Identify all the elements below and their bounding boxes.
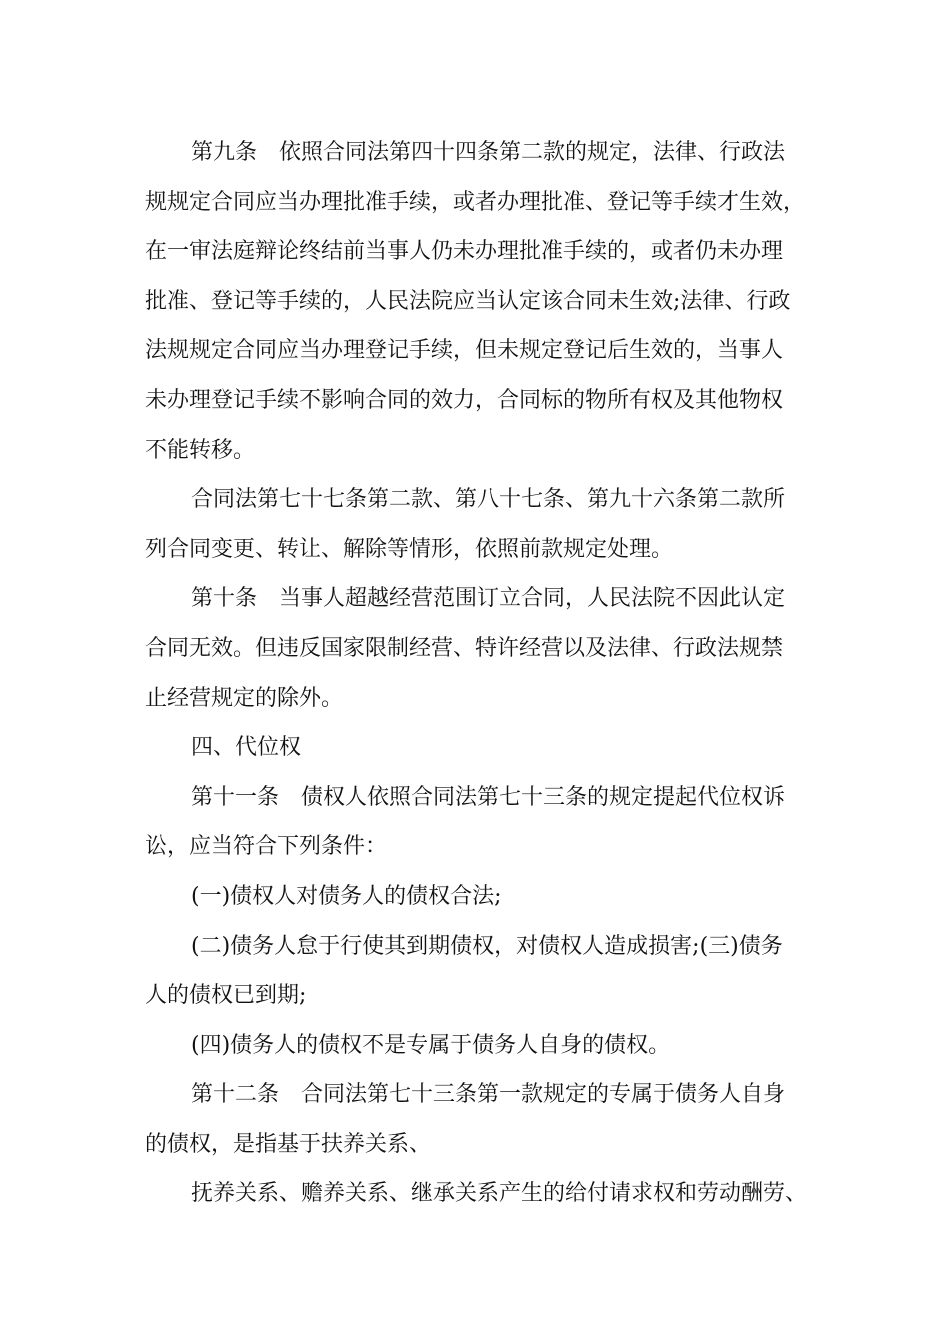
article-9-line-4: 批准、登记等手续的，人民法院应当认定该合同未生效;法律、行政 bbox=[145, 288, 791, 314]
condition-2-line-2: 人的债权已到期; bbox=[145, 983, 307, 1009]
article-9-line-3: 在一审法庭辩论终结前当事人仍未办理批准手续的，或者仍未办理 bbox=[145, 239, 784, 265]
body-text bbox=[145, 128, 825, 1219]
article-9-line-2: 规规定合同应当办理批准手续，或者办理批准、登记等手续才生效， bbox=[145, 189, 806, 215]
condition-4: (四)债务人的债权不是专属于债务人自身的债权。 bbox=[191, 1032, 671, 1058]
article-9-line-1: 第九条 依照合同法第四十四条第二款的规定，法律、行政法 bbox=[191, 140, 786, 165]
condition-2-line-1: (二)债务人怠于行使其到期债权，对债权人造成损害;(三)债务 bbox=[191, 933, 783, 959]
article-12-line-2: 的债权，是指基于扶养关系、 bbox=[145, 1131, 432, 1157]
article-10-line-3: 止经营规定的除外。 bbox=[145, 685, 344, 711]
article-12-line-3: 抚养关系、赡养关系、继承关系产生的给付请求权和劳动酬劳、 bbox=[191, 1181, 808, 1207]
article-10-line-1: 第十条 当事人超越经营范围订立合同，人民法院不因此认定 bbox=[191, 586, 786, 612]
article-9-line-6: 未办理登记手续不影响合同的效力，合同标的物所有权及其他物权 bbox=[145, 387, 784, 413]
article-11-line-2: 讼，应当符合下列条件： bbox=[145, 834, 388, 860]
article-9-line-5: 法规规定合同应当办理登记手续，但未规定登记后生效的，当事人 bbox=[145, 338, 784, 364]
article-11-line-1: 第十一条 债权人依照合同法第七十三条的规定提起代位权诉 bbox=[191, 784, 786, 810]
article-9-para-2-line-1: 合同法第七十七条第二款、第八十七条、第九十六条第二款所 bbox=[191, 487, 786, 513]
article-9-para-2-line-2: 列合同变更、转让、解除等情形，依照前款规定处理。 bbox=[145, 536, 674, 562]
article-10-line-2: 合同无效。但违反国家限制经营、特许经营以及法律、行政法规禁 bbox=[145, 635, 784, 661]
article-9-line-7: 不能转移。 bbox=[145, 437, 256, 463]
section-heading: 四、代位权 bbox=[191, 735, 302, 761]
condition-1: (一)债权人对债务人的债权合法; bbox=[191, 883, 502, 909]
article-12-line-1: 第十二条 合同法第七十三条第一款规定的专属于债务人自身 bbox=[191, 1082, 786, 1108]
